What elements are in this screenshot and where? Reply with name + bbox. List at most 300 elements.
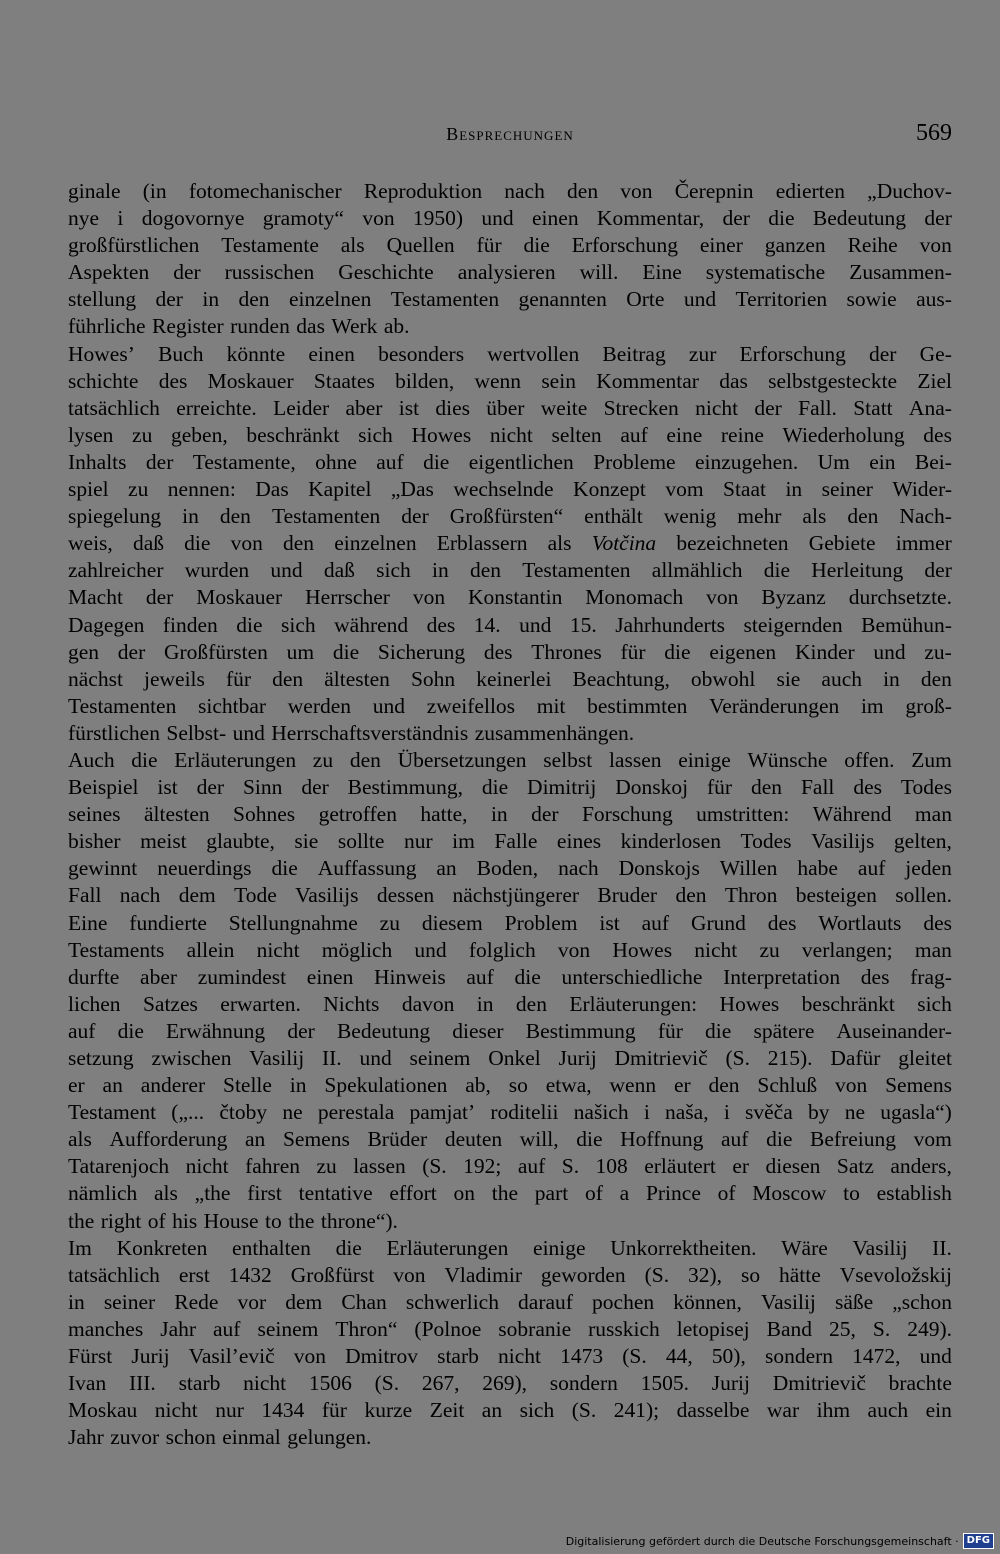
word: dem [178,883,216,908]
word: Vasilij [852,1235,908,1260]
word: den [469,558,501,583]
word: gelten, [893,829,952,854]
word: spiel [68,477,109,502]
word: so [508,1073,528,1098]
word: Nichts [323,991,380,1016]
word: Interpretation [723,964,841,989]
word: steigernden [743,612,843,637]
word: Staat [723,477,766,502]
word: könnte [226,341,286,366]
word: durchsetzte. [848,585,952,610]
text-line [68,341,952,368]
word: 1950) [412,206,464,231]
word: II. [932,1235,952,1260]
word: glaubte, [206,829,275,854]
word: auch [867,1398,909,1423]
text-line [68,557,952,584]
word: Testamenten [68,693,177,718]
word: Wider- [892,477,952,502]
word: von [293,1344,326,1369]
word: systematische [705,260,826,285]
word: zuvor [110,1425,160,1450]
word: Leider [273,395,330,420]
word: hätte [778,1262,821,1287]
word: Ana- [908,395,952,420]
word: bestimmten [587,693,688,718]
word: sich [376,558,411,583]
word: Testamente [221,233,319,258]
word: der [145,449,174,474]
word: našich [573,1100,629,1125]
word: Hoffnung [620,1127,704,1152]
word: to [843,1181,860,1206]
word: einzelnen [334,531,417,556]
word: i [723,1100,730,1125]
word: großfürstlichen [68,233,200,258]
word: to [265,1208,282,1233]
word: Erforschung [739,341,846,366]
word: für [225,666,252,691]
word: by [807,1100,830,1125]
word: er [732,1154,750,1179]
word: Quellen [386,233,455,258]
word: 25, [829,1316,856,1341]
word: Jahr [68,1425,104,1450]
word: auf [721,1127,749,1152]
word: ist [157,775,178,800]
word: an [481,1398,503,1423]
word: dessen [376,883,435,908]
word: (S. [644,1262,670,1287]
word: den [675,883,707,908]
word: Großfürst [290,1262,375,1287]
word: ältesten [143,802,210,827]
word: Testament [68,1100,157,1125]
word: allmählich [651,558,743,583]
word: Aufforderung [109,1127,228,1152]
word: dogovornye [141,206,245,231]
word: den [283,531,315,556]
word: säße [834,1289,874,1314]
word: Vasil’evič [188,1344,275,1369]
word: Moskauer [196,585,283,610]
word: Herleitung [811,558,904,583]
text-line [68,882,952,909]
word: Statt [853,395,893,420]
word: als [154,1181,178,1206]
word: nicht [154,1398,198,1423]
word: während [334,612,409,637]
word: werden [287,693,352,718]
text-line [68,801,952,828]
word: zusammenhängen. [474,720,635,745]
word: zwischen [151,1046,232,1070]
word: edierten [775,179,845,203]
word: Großfürsten [164,639,268,664]
word: nämlich [68,1181,138,1206]
text-line [68,1099,952,1126]
word: für [321,1398,347,1423]
word: wenig [663,504,717,529]
word: frag- [910,964,952,989]
word: svěča [745,1100,793,1125]
word: Strecken [603,395,679,420]
word: von [834,1073,868,1098]
text-line [68,368,952,395]
word: Grund [690,910,746,935]
word: zu [379,910,400,935]
word: umstritten: [696,802,790,827]
word: Reihe [847,233,898,258]
word: einen [308,341,355,366]
word: der [722,206,750,231]
word: dieser [452,1018,504,1043]
word: in [432,558,449,583]
word: bilden, [395,368,455,393]
word: geworden [540,1262,626,1287]
word: House [203,1208,259,1233]
text-line [68,1180,952,1207]
text-line [68,1343,952,1370]
footer-text: Digitalisierung gefördert durch die Deutsche Forschungsgemeinschaft · [565,1534,959,1548]
word: auf [641,910,670,935]
word: the [288,1208,315,1233]
word: 50), [711,1344,746,1369]
word: enthält [584,504,643,529]
word: Thron [724,883,778,908]
word: čtoby [219,1100,268,1125]
text-line [68,313,952,340]
word: für [476,233,502,258]
word: Unkorrektheiten. [610,1235,757,1260]
word: die [481,775,509,800]
word: gewinnt [68,856,138,881]
text-line [68,693,952,720]
word: seinem [257,1316,319,1341]
word: der [287,1018,315,1043]
word: Semens [885,1073,952,1098]
word: II. [321,1046,342,1070]
word: 1506 [308,1371,352,1396]
word: als [547,531,572,556]
word: im [452,829,475,854]
word: die [768,206,795,231]
word: lichen [68,991,121,1016]
word: fundierte [129,910,207,935]
word: nicht [695,395,739,420]
word: Territorien [735,287,828,312]
word: Kommentar [596,368,699,393]
text-line [68,259,952,286]
text-line [68,1045,952,1072]
word: an [102,1073,123,1098]
word: unterschiedliche [561,964,703,989]
word: 14. [473,612,501,637]
word: spätere [753,1018,815,1043]
word: den [272,666,304,691]
word: Čerepnin [674,179,754,203]
word: von [362,206,395,231]
word: der [301,775,329,800]
word: fotomechanischer [188,179,342,203]
word: den [708,1073,740,1098]
word: pochen [592,1289,655,1314]
page-number: 569 [916,120,952,146]
word: ugasla“) [880,1100,952,1125]
word: zur [688,341,717,366]
word: erst [178,1262,210,1287]
word: wurden [184,558,250,583]
word: zumindest [197,964,287,989]
word: Vladimir [444,1262,522,1287]
text-line [68,639,952,666]
word: 192; [463,1154,502,1179]
word: keinerlei [476,666,552,691]
word: gelungen. [287,1425,372,1450]
word: davon [401,991,455,1016]
word: Vasilij [760,1289,816,1314]
word: als [340,233,365,258]
word: an [436,856,457,881]
text-line [68,1208,952,1235]
word: vom [913,1127,952,1152]
text-line [68,1424,952,1451]
word: zahlreicher [68,558,164,583]
word: Vasilij [249,1046,305,1070]
word: 269), [482,1371,528,1396]
word: Sohn [410,666,456,691]
word: Bei- [914,449,952,474]
word: in [289,1073,307,1098]
word: Jurij [711,1371,750,1396]
word: ein [869,449,896,474]
word: beschränkt [246,422,340,447]
text-line [68,530,952,557]
word: und [414,937,447,962]
word: Konzept [573,477,646,502]
page-header [68,120,952,156]
word: einer [699,233,743,258]
word: im [860,693,884,718]
text-line [68,1316,952,1343]
word: zu [312,747,334,772]
word: lassen [353,1154,406,1179]
word: sie [776,666,801,691]
word: die [131,747,158,772]
word: on [453,1181,475,1206]
word: Aspekten [68,260,150,285]
word: die [763,558,791,583]
word: der [924,558,952,583]
word: Zusammen- [849,260,952,285]
word: einige [678,747,731,772]
word: (S. [622,1344,647,1369]
word: auch [821,666,863,691]
word: Moskau [68,1398,138,1423]
word: den [219,504,251,529]
word: nach [119,883,161,908]
word: Inhalts [68,449,127,474]
word: die [514,964,541,989]
word: Erblassern [436,531,528,556]
text-line [68,449,952,476]
text-line [68,720,952,747]
word: Bemühun- [861,612,952,637]
word: Vasilijs [811,829,875,854]
word: nächstjüngerer [452,883,580,908]
word: zweifellos [426,693,516,718]
word: sondern [764,1344,834,1369]
word: getroffen [318,802,397,827]
word: er [673,1073,691,1098]
word: Sinn [242,775,283,800]
word: manches [68,1316,144,1341]
word: Dmitrov [345,1344,418,1369]
word: nicht [694,937,738,962]
word: in [202,287,220,312]
word: effort [389,1181,437,1206]
word: Boden, [476,856,539,881]
word: ab, [465,1073,491,1098]
word: Donskoj [615,775,689,800]
word: 249). [907,1316,952,1341]
word: dasselbe [676,1398,750,1423]
word: wechselnde [453,477,554,502]
word: russkich [588,1316,660,1341]
word: verlangen; [801,937,893,962]
word: in [476,991,494,1016]
word: das [719,368,748,393]
word: zu [128,477,149,502]
word: Thron“ [335,1316,398,1341]
word: perestala [317,1100,395,1125]
word: sich [281,612,316,637]
word: Wortlauts [818,910,902,935]
word: mit [536,693,566,718]
word: offen. [844,747,895,772]
word: daß [132,531,164,556]
word: „the [194,1181,231,1206]
word: neuerdings [157,856,252,881]
word: sobranie [498,1316,572,1341]
word: des [923,910,952,935]
word: Beachtung, [572,666,670,691]
word: führliche [68,314,146,339]
word: von [706,585,739,610]
word: als [68,1127,92,1152]
word: throne“). [320,1208,398,1233]
word: Howes [719,991,780,1016]
word: kinderlosen [620,829,721,854]
word: geben, [171,422,228,447]
dfg-logo: DFG [963,1533,994,1549]
word: Howes [411,422,472,447]
word: sichtbar [198,693,267,718]
word: Tode [234,883,277,908]
word: Reproduktion [363,179,483,203]
word: an [245,1127,266,1152]
word: Erläuterungen [174,747,297,772]
word: Jurij [131,1344,170,1369]
word: Bedeutung [336,1018,431,1043]
word: Band [766,1316,813,1341]
word: und [372,693,405,718]
text-line [68,286,952,313]
text-line [68,666,952,693]
word: Probleme [593,449,676,474]
word: auf [466,964,494,989]
word: die [423,449,450,474]
word: des [158,368,188,393]
word: bezeichneten [676,531,789,556]
word: schwerlich [405,1289,499,1314]
word: Nach- [899,504,952,529]
word: (S. [725,1046,750,1070]
word: Testamenten [522,558,631,583]
word: nicht [185,1154,229,1179]
word: Buch [158,341,204,366]
word: gleitet [898,1046,952,1070]
running-head: Besprechungen [446,124,574,144]
text-line [68,503,952,530]
word: Auffassung [317,856,417,881]
word: Großfürsten“ [449,504,564,529]
word: Thrones [531,639,602,664]
word: Um [817,449,850,474]
word: (S. [374,1371,400,1396]
word: Dimitrij [527,775,597,800]
word: der [155,287,183,312]
word: und [873,639,906,664]
word: setzung [68,1046,134,1070]
word: ältesten [324,666,390,691]
word: Während [812,802,892,827]
word: naša, [665,1100,709,1125]
word: schichte [68,368,139,393]
word: den [515,991,547,1016]
word: (in [142,179,167,203]
word: Auch [68,747,115,772]
word: selbstgesteckte [768,368,898,393]
word: ganzen [764,233,826,258]
word: der [754,395,782,420]
word: der [531,802,559,827]
word: ginale [68,179,121,203]
word: i [643,1100,650,1125]
word: Wünsche [747,747,828,772]
word: a [619,1181,630,1206]
word: anders, [890,1154,952,1179]
word: Fall [800,775,835,800]
word: roditelii [490,1100,559,1125]
word: starb [178,1371,221,1396]
word: Staates [313,368,375,393]
word: of [717,1181,736,1206]
word: von [620,179,653,203]
word: der [145,585,174,610]
word: darauf [518,1289,573,1314]
word: und [359,1046,392,1070]
word: starb [437,1344,479,1369]
word: seiner [103,1289,156,1314]
word: den [349,747,381,772]
word: des [853,775,882,800]
word: für [657,1018,683,1043]
word: anderer [140,1073,206,1098]
word: der [869,341,897,366]
word: das [296,314,325,339]
word: Übersetzungen [397,747,527,772]
